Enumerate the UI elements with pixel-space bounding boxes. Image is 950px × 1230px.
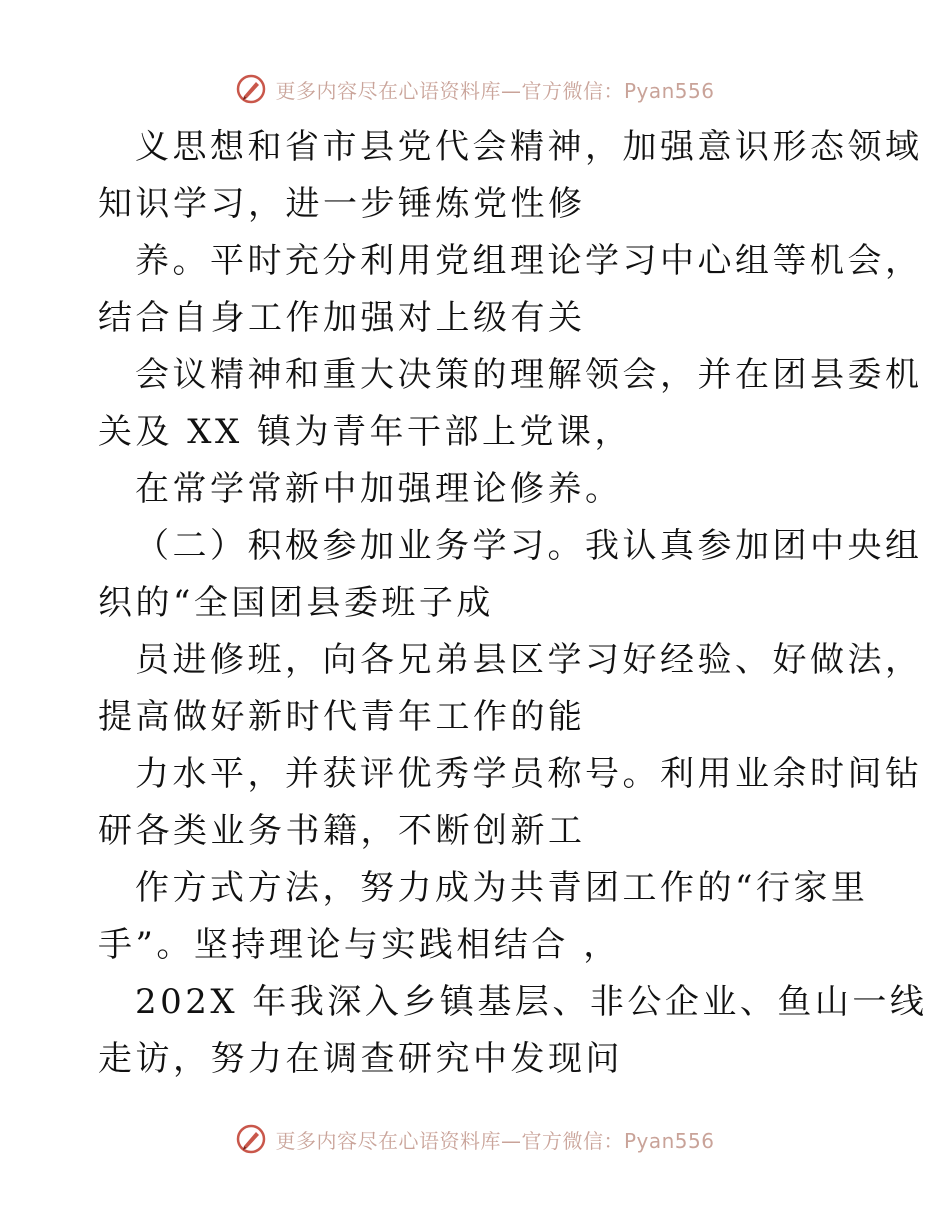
paragraph-line: 研各类业务书籍，不断创新工 xyxy=(98,811,586,851)
footer-watermark xyxy=(0,1122,950,1156)
paragraph-line: 织的“全国团县委班子成 xyxy=(98,583,494,623)
paragraph-line: 力水平，并获评优秀学员称号。利用业余时间钻 xyxy=(135,754,923,794)
paragraph-line: 养。平时充分利用党组理论学习中心组等机会， xyxy=(135,241,923,281)
paragraph-line: 会议精神和重大决策的理解领会，并在团县委机 xyxy=(135,355,923,395)
paragraph-line: （二）积极参加业务学习。我认真参加团中央组 xyxy=(135,526,923,566)
paragraph-line: 员进修班，向各兄弟县区学习好经验、好做法， xyxy=(135,640,923,680)
paragraph-line: 手”。坚持理论与实践相结合 ， xyxy=(98,925,621,965)
paragraph-line: 义思想和省市县党代会精神，加强意识形态领域 xyxy=(135,127,923,167)
paragraph-line: 提高做好新时代青年工作的能 xyxy=(98,697,586,737)
paragraph-line: 作方式方法，努力成为共青团工作的“行家里 xyxy=(135,868,869,908)
watermark-text: 更多内容尽在心语资料库—官方微信：Pyan556 xyxy=(275,1128,715,1153)
paragraph-line: 知识学习，进一步锤炼党性修 xyxy=(98,184,586,224)
paragraph-line: 走访，努力在调查研究中发现问 xyxy=(98,1039,623,1079)
paragraph-line: 202X 年我深入乡镇基层、非公企业、鱼山一线 xyxy=(135,982,928,1022)
paragraph-line: 关及 XX 镇为青年干部上党课， xyxy=(98,412,633,452)
watermark-text: 更多内容尽在心语资料库—官方微信：Pyan556 xyxy=(275,78,715,103)
pen-logo-icon xyxy=(235,1123,267,1155)
paragraph-line: 在常学常新中加强理论修养。 xyxy=(135,469,623,509)
paragraph-line: 结合自身工作加强对上级有关 xyxy=(98,298,586,338)
